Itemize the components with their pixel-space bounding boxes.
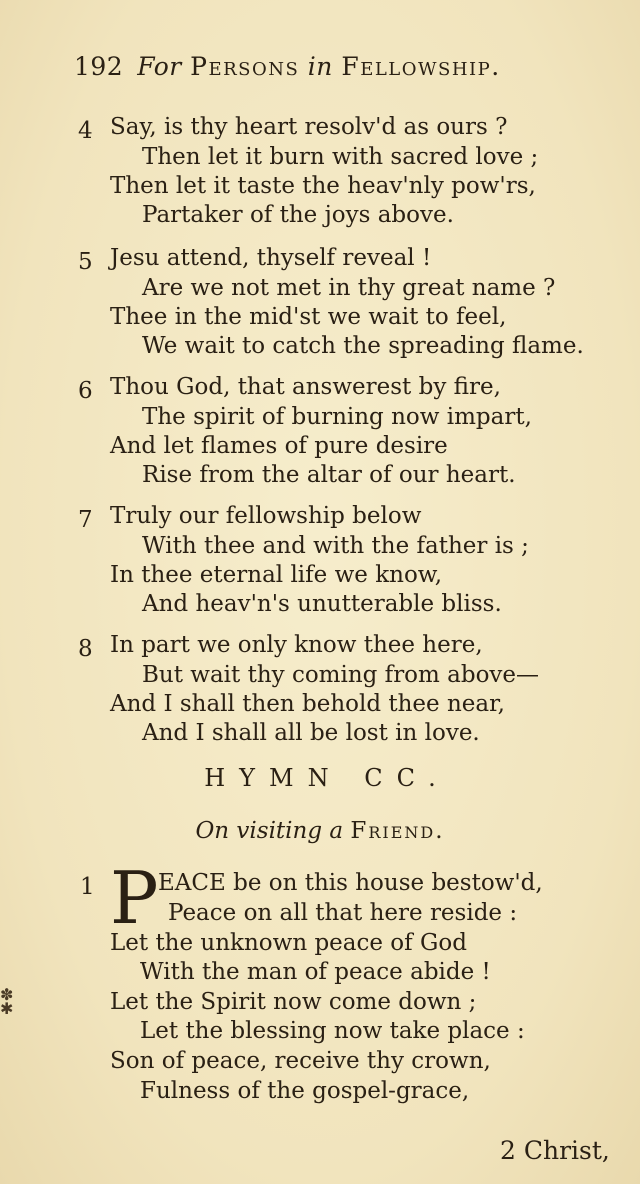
verse-line: In part we only know thee here,: [110, 632, 483, 658]
verse-line: EACE be on this house bestow'd,: [158, 870, 543, 896]
header-in: in: [307, 52, 333, 81]
page-number: 192: [74, 52, 124, 81]
verse-line: And I shall all be lost in love.: [142, 720, 480, 746]
stanza-number: 8: [78, 636, 93, 662]
hymn-subtitle-italic: On visiting a: [195, 818, 344, 844]
verse-line: Fulness of the gospel-grace,: [140, 1078, 470, 1104]
hymn-subtitle: [0, 818, 640, 844]
header-persons: Persons: [190, 52, 300, 81]
running-header: [74, 52, 594, 81]
verse-line: Thou God, that answerest by fire,: [110, 374, 501, 400]
verse-line: And heav'n's unutterable bliss.: [142, 591, 502, 617]
verse-line: With thee and with the father is ;: [142, 533, 529, 559]
verse-line: We wait to catch the spreading flame.: [142, 333, 584, 359]
stanza-number: 6: [78, 378, 93, 404]
verse-line: Let the unknown peace of God: [110, 930, 467, 956]
verse-line: In thee eternal life we know,: [110, 562, 443, 588]
verse-line: Are we not met in thy great name ?: [142, 275, 556, 301]
verse-line: Let the blessing now take place :: [140, 1018, 525, 1044]
hymn-title: HYMN CC.: [204, 764, 450, 792]
verse-line: And let flames of pure desire: [110, 433, 448, 459]
verse-line: Say, is thy heart resolv'd as ours ?: [110, 114, 508, 140]
verse-line: Jesu attend, thyself reveal !: [110, 245, 432, 271]
verse-line: With the man of peace abide !: [140, 959, 491, 985]
stanza-number: 4: [78, 118, 93, 144]
catchword: 2 Christ,: [500, 1136, 610, 1165]
verse-line: Rise from the altar of our heart.: [142, 462, 516, 488]
verse-line: Let the Spirit now come down ;: [110, 989, 477, 1015]
verse-line: The spirit of burning now impart,: [142, 404, 532, 430]
verse-line: But wait thy coming from above—: [142, 662, 540, 688]
header-fellowship: Fellowship.: [341, 52, 501, 81]
drop-cap: P: [110, 856, 159, 940]
verse-line: Son of peace, receive thy crown,: [110, 1048, 491, 1074]
verse-line: And I shall then behold thee near,: [110, 691, 505, 717]
stanza-number: 5: [78, 249, 93, 275]
verse-line: Partaker of the joys above.: [142, 202, 454, 228]
verse-line: Peace on all that here reside :: [168, 900, 518, 926]
verse-line: Thee in the mid'st we wait to feel,: [110, 304, 507, 330]
hymn-subtitle-caps: Friend.: [350, 818, 445, 844]
stanza-number: 1: [80, 874, 95, 900]
verse-line: Then let it burn with sacred love ;: [142, 144, 539, 170]
header-for: For: [137, 52, 182, 81]
verse-line: Truly our fellowship below: [110, 503, 422, 529]
stanza-number: 7: [78, 507, 93, 533]
ink-blot: ✽ ✱: [0, 985, 14, 1018]
verse-line: Then let it taste the heav'nly pow'rs,: [110, 173, 536, 199]
